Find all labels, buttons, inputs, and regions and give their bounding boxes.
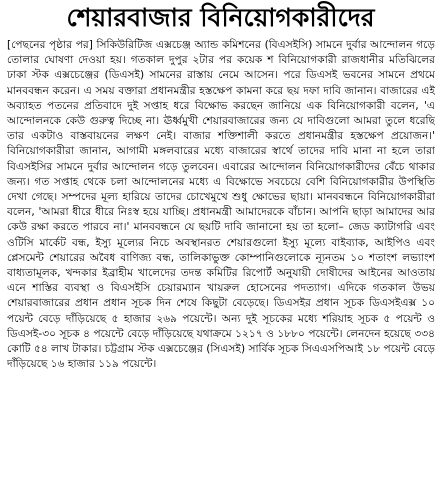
headline: শেয়ারবাজার বিনিয়োগকারীদের <box>66 3 375 32</box>
article-paragraph <box>7 38 435 372</box>
article-body <box>7 38 435 488</box>
article-text: সিকিউরিটিজ এক্সচেঞ্জ অ্যান্ড কমিশনের (বিএসইসি) সামনে দুর্বার আন্দোলন গড়ে তোলার ঘোষণা দেওয়া হয়। গতকাল দুপুর ২টার পর কয়েক শ বিনিয়োগকারী রাজধানীর মতিঝিলের ঢাকা স্টক এক্সচেঞ্জের (ডিএসই) সামনের রাস্তায় নেমে আসেন। পরে ডিএসই ভবনের সামনে প্রথমে মানববন্ধন করেন। এ সময় বক্তারা প্রধানমন্ত্রীর হস্তক্ষেপ কামনা করে ছয় দফা দাবি জানান। বাজারের এই অব্যাহত পতনের প্রতিবাদে দুই সপ্তাহ ধরে বিক্ষোভ করছেন জানিয়ে এক বিনিয়োগকারী বলেন, 'এ আন্দোলনকে কেউ গুরুত্ব দিচ্ছে না। ঊর্ধ্বমুখী শেয়ারবাজারের জন্য যে দাবিগুলো আমরা তুলে ধরেছি তার একটাও বাস্তবায়নের লক্ষণ নেই। বাজার শক্তিশালী করতে প্রধানমন্ত্রীর হস্তক্ষেপ প্রয়োজন।' বিনিয়োগকারীরা জানান, আগামী মঙ্গলবারের মধ্যে বাজারের স্বার্থে তাদের দাবি মানা না হলে তারা বিএসইসির সামনে দুর্বার আন্দোলন গড়ে তুলবেন। এবারের আন্দোলন বিনিয়োগকারীদের বেঁচে থাকার জন্য। গত সপ্তাহ থেকে চলা আন্দোলনের মধ্যে এ বিক্ষোভে সবচেয়ে বেশি বিনিয়োগকারীর উপস্থিতি দেখা গেছে। সম্পদের মূল্য হারিয়ে তাদের চোখেমুখে শুধু ক্ষোভের ছায়া। মানববন্ধনে বিনিয়োগকারীরা বলেন, 'আমরা ধীরে ধীরে নিঃস্ব হয়ে যাচ্ছি। প্রধানমন্ত্রী আমাদেরকে বাঁচান। আপনি ছাড়া আমাদের আর কেউ রক্ষা করতে পারবে না।' মানববন্ধনে যে ছয়টি দাবি জানানো হয় তা হলো– জেড ক্যাটাগরি এবং ওটিসি মার্কেট বন্ধ, ইস্যু মূল্যের নিচে অবস্থানরত শেয়ারগুলো ইস্যু মূল্যে বাইব্যাক, আইপিও এবং প্লেসমেন্ট শেয়ারের অবৈধ বাণিজ্য বন্ধ, তালিকাভুক্ত কোম্পানিগুলোকে ন্যূনতম ১০ শতাংশ লভ্যাংশ বাধ্যতামূলক, খন্দকার ইব্রাহীম খালেদের তদন্ত কমিটির রিপোর্ট অনুযায়ী দোষীদের আইনের আওতায় এনে শাস্তির ব্যবস্থা ও বিএসইসি চেয়ারম্যান খায়রুল হোসেনের পদত্যাগ। এদিকে গতকাল উভয় শেয়ারবাজারের প্রধান প্রধান সূচক দিন শেষে কিছুটা বেড়েছে। ডিএসইর প্রধান সূচক ডিএসইএক্স ১০ পয়েন্ট বেড়ে দাঁড়িয়েছে ৫ হাজার ২৬৯ পয়েন্টে। অন্য দুই সূচকের মধ্যে শরিয়াহ সূচক ৫ পয়েন্ট ও ডিএসই-৩০ সূচক ৪ পয়েন্টে বেড়ে দাঁড়িয়েছে যথাক্রমে ১২১৭ ও ১৮৮০ পয়েন্টে। লেনদেন হয়েছে ৩৩৪ কোটি ৫৪ লাখ টাকার। চট্টগ্রাম স্টক এক্সচেঞ্জের (সিএসই) সার্বিক সূচক সিএএসপিআই ১৮ পয়েন্ট বেড়ে দাঁড়িয়েছে ১৬ হাজার ১১৯ পয়েন্টে। <box>7 39 435 371</box>
continuation-marker: [পেছনের পৃষ্ঠার পর] <box>7 39 93 51</box>
